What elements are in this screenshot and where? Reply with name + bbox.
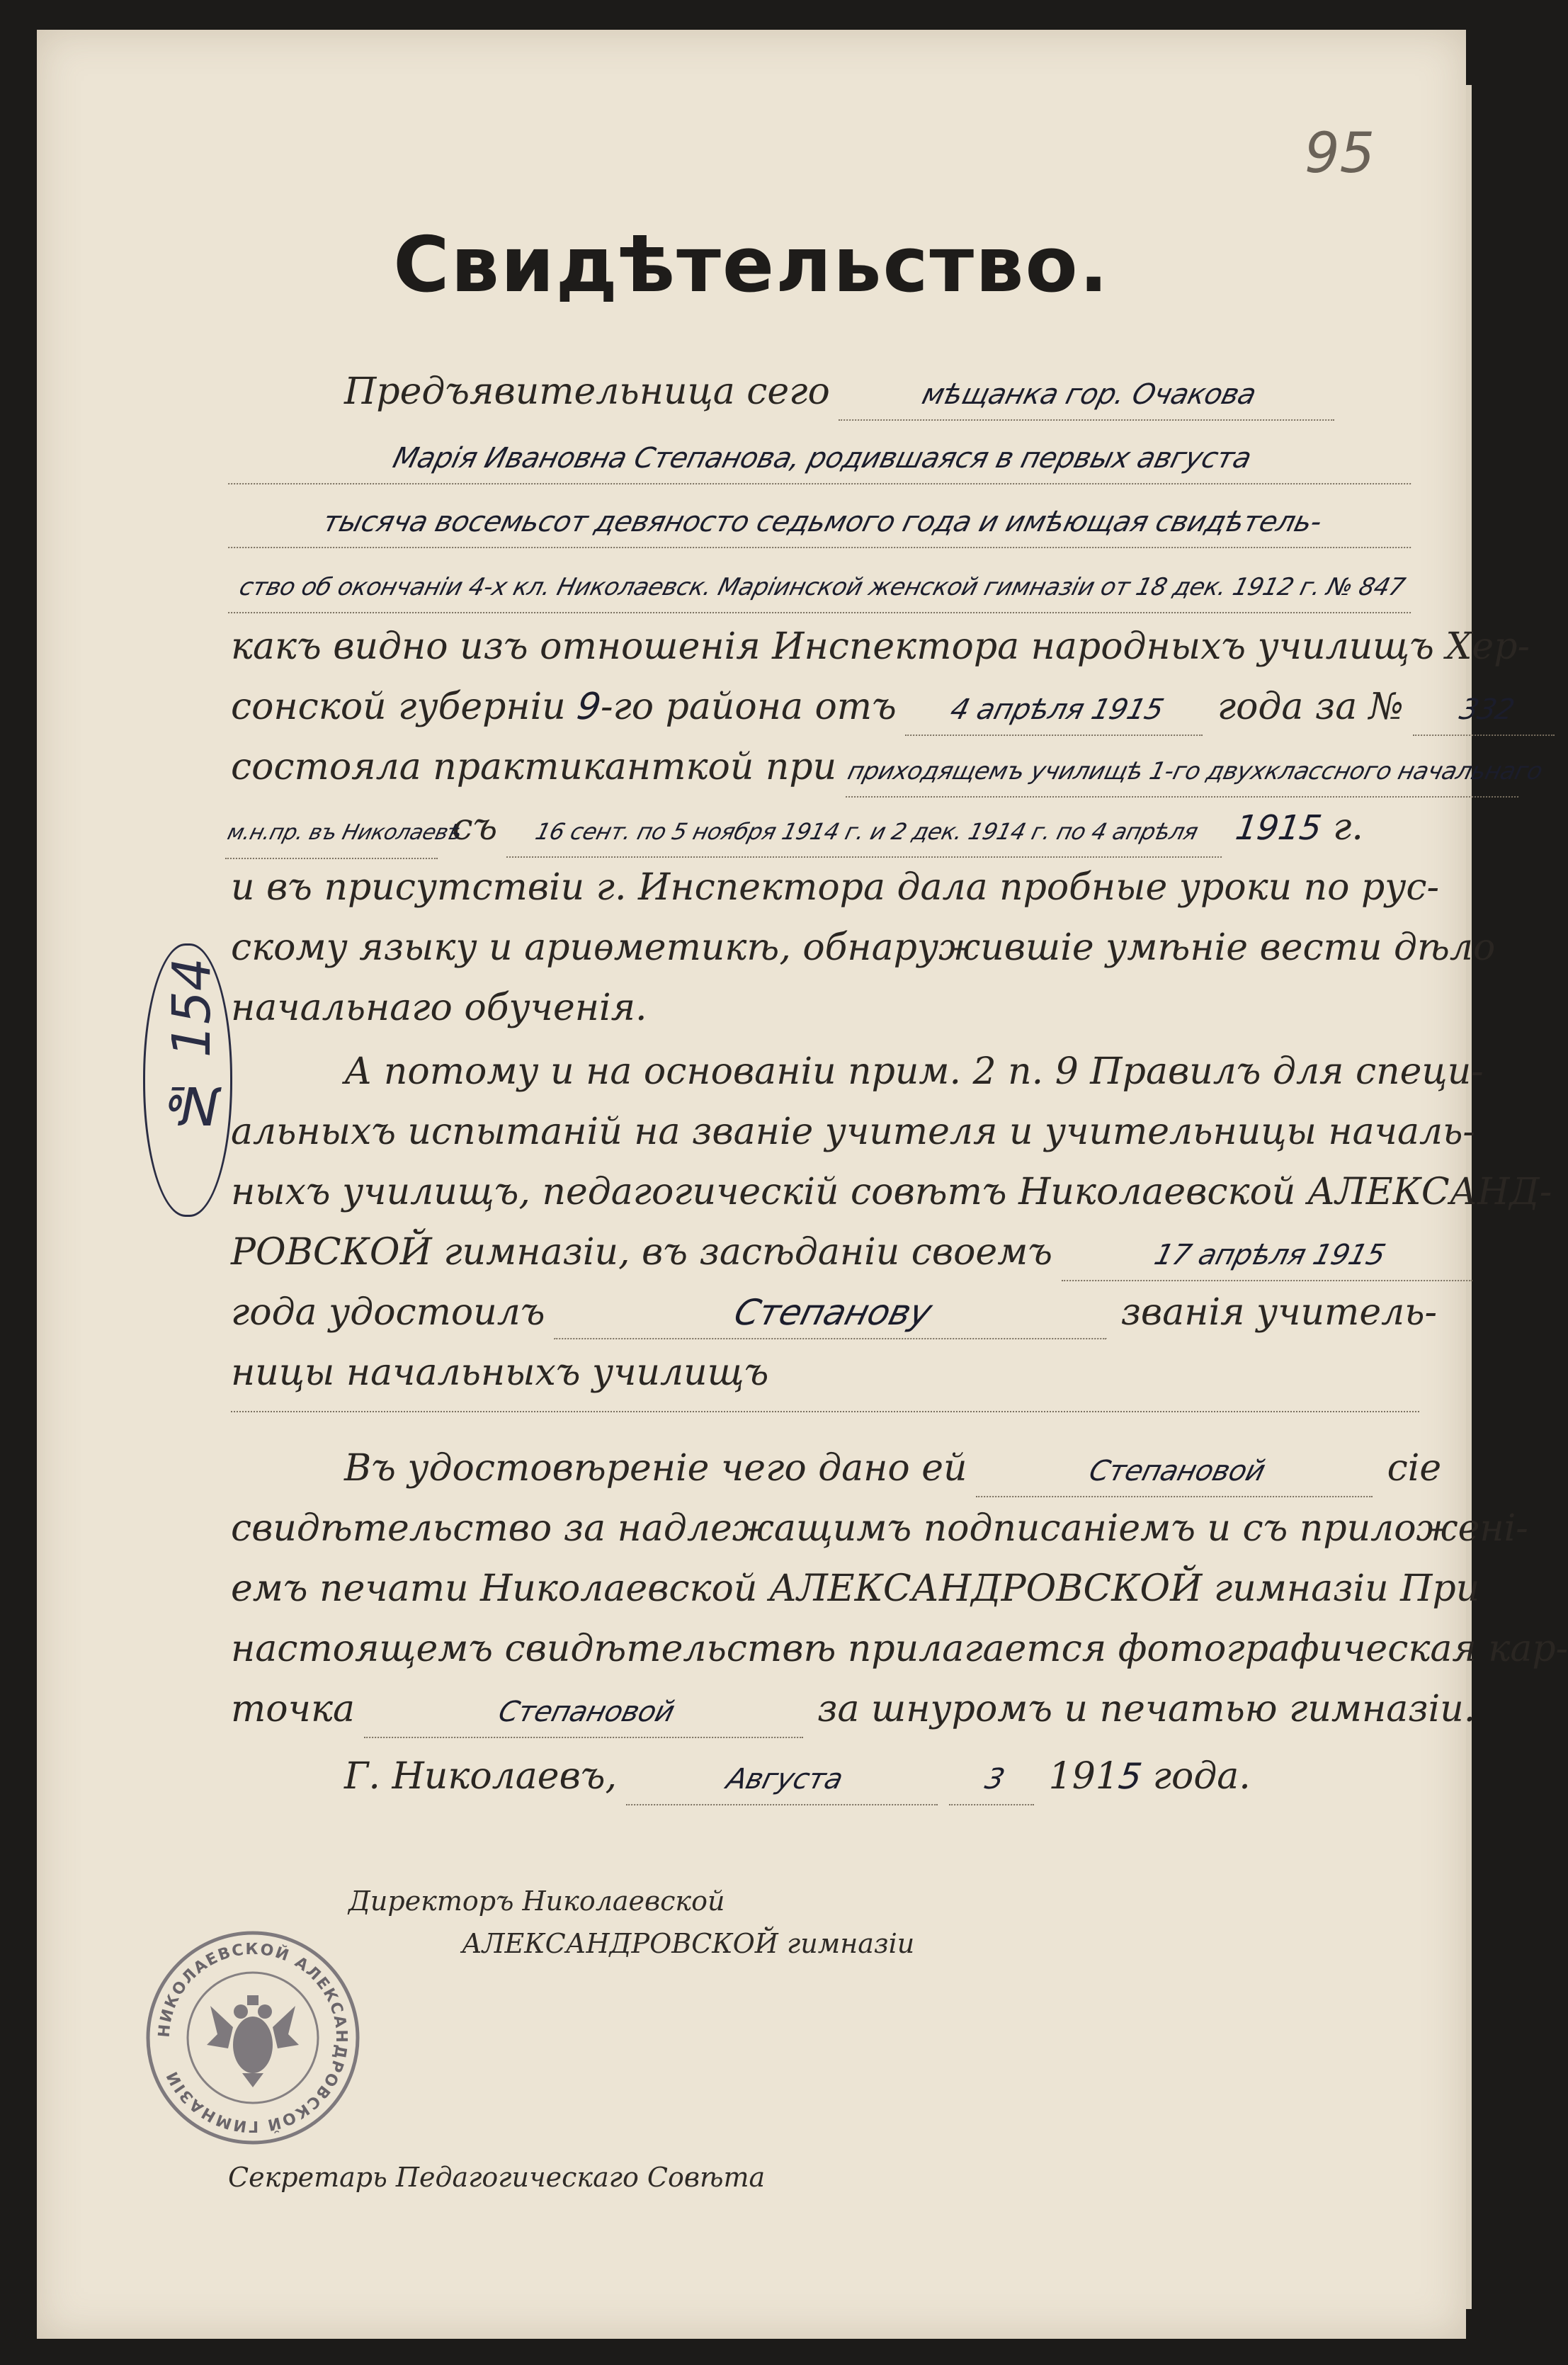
- line18-handwriting: Степановой: [1086, 1455, 1268, 1487]
- line18-prefix: Въ удостовѣреніе чего дано ей: [344, 1447, 967, 1490]
- line8-mid: съ: [452, 806, 498, 849]
- body-line-18: [231, 1439, 1442, 1497]
- line23-month-fill: [626, 1752, 943, 1805]
- line16-fill: [554, 1288, 1112, 1339]
- line23-day-fill: [949, 1752, 1040, 1805]
- line6-number-fill: [1413, 683, 1560, 736]
- line23-prefix: Г. Николаевъ,: [344, 1755, 618, 1798]
- line15-fill: [1062, 1228, 1478, 1281]
- seal-text: НИКОЛАЕВСКОЙ АЛЕКСАНДРОВСКОЙ ГИМНАЗІИ: [155, 1940, 351, 2136]
- line18-fill: [976, 1444, 1378, 1497]
- body-line-17: ницы начальныхъ училищъ: [231, 1351, 769, 1394]
- archive-number: 95: [1305, 122, 1375, 186]
- blank-ruled-line: [231, 1411, 1419, 1412]
- line22-fill: [364, 1685, 809, 1738]
- body-line-10: скому языку и ариѳметикѣ, обнаружившіе умѣніе вести дѣло: [231, 926, 1496, 969]
- line23-month-handwriting: Августа: [722, 1763, 846, 1796]
- line8-handwriting-a: м.н.пр. въ Николаевѣ: [225, 820, 465, 845]
- body-line-7: [231, 738, 1545, 796]
- line23-year-prefix: 191: [1048, 1755, 1119, 1798]
- body-line-2: [231, 426, 1419, 484]
- side-registration-number: № 154: [161, 958, 222, 1135]
- line15-handwriting: 17 апрѣля 1915: [1150, 1239, 1388, 1271]
- body-line-20: емъ печати Николаевской АЛЕКСАНДРОВСКОЙ гимназіи При: [231, 1567, 1480, 1610]
- line3-handwriting: тысяча восемьсот девяносто седьмого года и имѣющая свидѣтель-: [319, 506, 1325, 538]
- line1-handwriting: мѣщанка гор. Очакова: [919, 378, 1260, 411]
- line1-prefix: Предъявительница сего: [344, 370, 830, 413]
- body-line-14: ныхъ училищъ, педагогическій совѣтъ Николаевской АЛЕКСАНД-: [231, 1171, 1552, 1213]
- body-line-21: настоящемъ свидѣтельствѣ прилагается фотографическая кар-: [231, 1628, 1568, 1670]
- director-title-line1: Директоръ Николаевской: [348, 1885, 725, 1917]
- body-line-8: [225, 798, 1416, 856]
- line23-year-fill: 5: [1115, 1756, 1144, 1797]
- body-line-3: [231, 490, 1419, 548]
- line22-handwriting: Степановой: [494, 1696, 678, 1728]
- body-line-4: [231, 554, 1419, 612]
- line2-handwriting: Марія Ивановна Степанова, родившаяся в первых августа: [390, 442, 1255, 475]
- line22-suffix: за шнуромъ и печатью гимназіи.: [817, 1688, 1476, 1730]
- line1-fill: [839, 368, 1340, 421]
- line16-suffix: званія учитель-: [1120, 1291, 1438, 1334]
- body-line-19: свидѣтельство за надлежащимъ подписаніемъ и съ приложені-: [231, 1507, 1528, 1550]
- body-line-5: какъ видно изъ отношенія Инспектора народныхъ училищъ Хер-: [231, 625, 1530, 668]
- double-headed-eagle-icon: [207, 1995, 299, 2087]
- line6-date-fill: [905, 683, 1208, 736]
- body-line-1: [231, 363, 1419, 421]
- line7-handwriting: приходящемъ училищѣ 1-го двухклассного начальнаго: [844, 757, 1545, 786]
- line8-fill-b: [506, 803, 1227, 858]
- line23-day-handwriting: 3: [981, 1763, 1008, 1796]
- body-line-16: [231, 1283, 1438, 1342]
- body-line-11: начальнаго обученія.: [231, 987, 647, 1029]
- body-line-9: и въ присутствіи г. Инспектора дала пробные уроки по рус-: [231, 866, 1440, 909]
- line7-fill: [844, 743, 1545, 798]
- line15-prefix: РОВСКОЙ гимназіи, въ засѣданіи своемъ: [231, 1231, 1052, 1274]
- line23-suffix: года.: [1152, 1755, 1251, 1798]
- body-line-22: [231, 1680, 1476, 1738]
- line8-suffix: г.: [1333, 806, 1363, 849]
- line4-handwriting: ство об окончаніи 4-х кл. Николаевск. Маріинской женской гимназіи от 18 дек. 1912 г. № 847: [236, 573, 1408, 601]
- line8-fill-a: [225, 803, 465, 859]
- line7-prefix: состояла практиканткой при: [231, 746, 837, 788]
- line2-fill: [228, 431, 1416, 484]
- line8-year: 1915: [1233, 808, 1324, 848]
- line8-handwriting-b: 16 сент. по 5 ноября 1914 г. и 2 дек. 1914 г. по 4 апрѣля: [533, 818, 1201, 845]
- document-title: Свидѣтельство.: [393, 221, 1110, 310]
- line4-fill: [228, 559, 1416, 613]
- line6-suffix: года за №: [1217, 686, 1404, 728]
- line6-date-handwriting: 4 апрѣля 1915: [947, 693, 1167, 726]
- line16-prefix: года удостоилъ: [231, 1291, 545, 1334]
- line6-mid: -го района отъ: [600, 686, 897, 728]
- body-line-13: альныхъ испытаній на званіе учителя и учительницы началь-: [231, 1111, 1475, 1153]
- line18-suffix: сіе: [1387, 1447, 1442, 1490]
- line16-handwriting: Степанову: [730, 1292, 936, 1333]
- director-title-line2: АЛЕКСАНДРОВСКОЙ гимназіи: [462, 1928, 915, 1959]
- line6-district: 9: [574, 686, 604, 728]
- line6-number-handwriting: 332: [1455, 693, 1517, 726]
- line22-prefix: точка: [231, 1688, 356, 1730]
- line3-fill: [228, 495, 1416, 548]
- document-page: [37, 30, 1568, 2339]
- secretary-title: Секретарь Педагогическаго Совѣта: [228, 2162, 766, 2193]
- gymnasium-seal: [143, 1928, 363, 2148]
- body-line-6: [231, 678, 1517, 736]
- body-line-23: [231, 1747, 1419, 1805]
- body-line-15: [231, 1223, 1419, 1281]
- body-line-12: А потому и на основаніи прим. 2 п. 9 Правилъ для специ-: [344, 1050, 1484, 1093]
- line6-prefix: сонской губерніи: [231, 686, 566, 728]
